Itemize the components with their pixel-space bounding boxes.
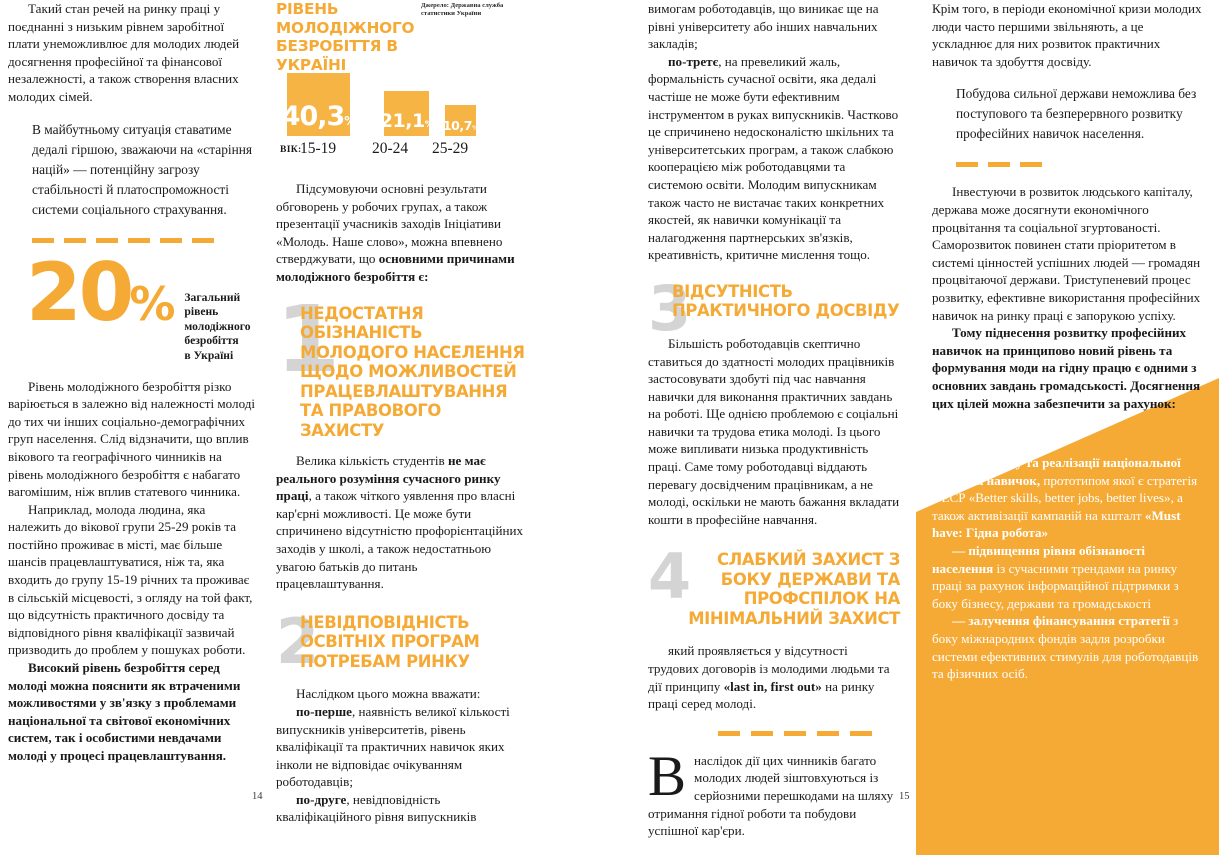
col2-p1-bold: не має реального розуміння сучасного ринку праці bbox=[276, 453, 501, 504]
dash-segment bbox=[1020, 162, 1042, 167]
dash-segment bbox=[192, 238, 214, 243]
col1-paragraph-1: Такий стан речей на ринку праці у поєднанні з низьким рівнем заробітної плати унеможливлює для молодих людей досягнення професійної та фінансової незалежності, а також створення власних молодих сімей. bbox=[8, 1, 240, 104]
chart-bars bbox=[280, 56, 510, 136]
column-1 bbox=[8, 0, 256, 765]
col4-paragraph-2: Інвестуючи в розвиток людського капіталу, держава може досягнути економічного процвітання та соціальної згуртованості. Саморозвиток повинен стати пріоритетом в системі цінностей успішних людей — громадян процвітаючої держави. Триступеневий процес розвитку, ефективне використання професійних навичок на ринку праці є запорукою успіху. bbox=[932, 184, 1201, 323]
chart-tick-label: 25-29 bbox=[432, 140, 469, 157]
col2-p4-bold: по-друге bbox=[296, 791, 347, 807]
column-4 bbox=[932, 0, 1204, 683]
col3-dropcap-text: наслідок дії цих чинників багато молодих людей зіштовхуються із серйозними перешкодами на шляху отримання гідної роботи та побудови успішної кар'єри. bbox=[648, 752, 894, 839]
section-heading-text: НЕВІДПОВІДНІСТЬ ОСВІТНІХ ПРОГРАМ ПОТРЕБАМ РИНКУ bbox=[300, 612, 480, 671]
chart-bar-label bbox=[443, 118, 478, 136]
col2-intro-paragraph bbox=[276, 180, 528, 286]
panel-bullet-3-text: з боку міжнародних фондів задля розробки системи ефективних стимулів для роботодавців та фізичних осіб. bbox=[932, 613, 1199, 682]
col1-pullquote: В майбутньому ситуація ставатиме дедалі гіршою, зважаючи на «старіння націй» — потенційну загрозу стабільності й платоспроможності системи соціального страхування. bbox=[32, 121, 253, 217]
section-heading-text: НЕДОСТАТНЯ ОБІЗНАНІСТЬ МОЛОДОГО НАСЕЛЕННЯ ЩОДО МОЖЛИВОСТЕЙ ПРАЦЕВЛАШТУВАННЯ ТА ПРАВОВОГО ЗАХИСТУ bbox=[300, 303, 525, 440]
col2-p4-rest: , невідповідність кваліфікаційного рівня випускників bbox=[276, 791, 477, 825]
panel-bullet-3 bbox=[932, 612, 1204, 682]
col2-p3-rest: , наявність великої кількості випускників університетів, рівень кваліфікації та практичних навичок яких інколи не відповідає очікуванням роботодавців; bbox=[276, 703, 510, 790]
section-heading-text: СЛАБКИЙ ЗАХИСТ З БОКУ ДЕРЖАВИ ТА ПРОФСПІЛОК НА МІНІМАЛЬНИЙ ЗАХИСТ bbox=[688, 550, 900, 628]
column-2 bbox=[276, 180, 528, 826]
col1-paragraph-3: Наприклад, молода людина, яка належить до вікової групи 25-29 років та постійно проживає в місті, має більше шансів працевлаштуватися, ніж та, яка входить до групу 15-19 річних та проживає в сільській місцевості, з огляду на той факт, що відсутність практичного досвіду та відповідного рівня кваліфікації зазвичай призводить до проблем у пошуках роботи. bbox=[8, 501, 253, 658]
chart-bar-unit: % bbox=[424, 120, 434, 130]
chart-youth-unemployment bbox=[276, 0, 541, 157]
dash-segment bbox=[96, 238, 118, 243]
column-3 bbox=[648, 0, 900, 840]
chart-bar bbox=[379, 91, 434, 136]
col2-paragraph-1 bbox=[276, 452, 528, 593]
col2-intro-bold: основними причинами молодіжного безробіття є: bbox=[276, 251, 515, 284]
col3-paragraph-3: Більшість роботодавців скептично ставиться до здатності молодих працівників застосовувати здобуті під час навчання навички для виконання практичних завдань на роботі. Ще однією проблемою є соціальні навички та трудова етика молоді. Із цього може випливати низька продуктивність праці. Саме тому роботодавці віддають перевагу досвідченим працівникам, а не молоді, оскільки не мають бажання вкладати кошти в професійне навчання. bbox=[648, 335, 900, 527]
col3-p4-quote: «last in, first out» bbox=[723, 678, 822, 694]
panel-bullet-3-bold: — залучення фінансування стратегії bbox=[952, 613, 1170, 629]
statistic-caption-line: Загальний рівень bbox=[184, 290, 241, 319]
dashed-divider-col3 bbox=[718, 731, 900, 736]
col1-paragraph-4: Високий рівень безробіття серед молоді можна пояснити як втраченими можливостями у зв'язку з проблемами національної та світової економічних систем, так і особистими невдачами молоді у процесі працевлаштування. bbox=[8, 660, 241, 763]
col4-paragraph-3: Тому піднесення розвитку професійних навичок на принципово новий рівень та формування моди на гідну працю є одними з основних завдань громадськості. Досягнення цих цілей можна забезпечити за рахунок: bbox=[932, 325, 1201, 411]
chart-title: РІВЕНЬ МОЛОДІЖНОГО БЕЗРОБІТТЯ В УКРАЇНІ bbox=[276, 0, 415, 74]
col3-p2-rest: , на превеликий жаль, формальність сучасної освіти, яка дедалі частіше не може бути ефективним інструментом в руках випускників. Частково це спричинено недосконалістю шкільних та університетських програм, а також слабкою кооперацією між роботодавцями та системою освіти. Молодим випускникам також часто не вистачає таких конкретних якостей, як навички комунікації та налагодження партнерських зв'язків, креативність, критичне мислення тощо. bbox=[648, 53, 899, 263]
chart-bar-label bbox=[282, 102, 356, 136]
col3-paragraph-4 bbox=[648, 642, 900, 712]
section-heading-text: ВІДСУТНІСТЬ ПРАКТИЧНОГО ДОСВІДУ bbox=[672, 281, 900, 321]
chart-plot-area bbox=[280, 56, 540, 161]
panel-bullet-1-bold: — розвитку та реалізації національної стратегії навичок, bbox=[932, 455, 1181, 488]
chart-bar-value: 40,3 bbox=[281, 101, 345, 132]
col1-paragraph-2: Рівень молодіжного безробіття різко варіюється в залежно від належності молоді до тих чи інших соціально-демографічних груп населення. Слід відзначити, що вплив вікового та географічного чинників на рівень молодіжного безробіття є набагато вагомішим, ніж вплив статевого чинника. bbox=[8, 378, 256, 500]
dash-segment bbox=[32, 238, 54, 243]
dash-segment bbox=[850, 731, 872, 736]
col3-p4-part-a: який проявляється у відсутності трудових договорів із молодими людьми та дії принципу bbox=[648, 643, 890, 694]
section-heading-4 bbox=[648, 540, 900, 628]
panel-bullet-1-text-a: прототипом якої є стратегія ОЕСР bbox=[932, 472, 1198, 506]
col4-paragraph-1: Крім того, в періоди економічної кризи молодих люди часто першими звільняють, а це ускладнює для них розвиток практичних навичок та здобуття досвіду. bbox=[932, 1, 1202, 69]
orange-panel-bullets bbox=[932, 454, 1204, 683]
statistic-value bbox=[26, 245, 173, 339]
dash-segment bbox=[956, 162, 978, 167]
page-number-left: 14 bbox=[252, 791, 263, 802]
col2-p3-bold: по-перше bbox=[296, 703, 352, 719]
dashed-divider-col4 bbox=[956, 162, 1204, 167]
dash-segment bbox=[160, 238, 182, 243]
col2-paragraph-2: Наслідком цього можна вважати: bbox=[296, 686, 481, 702]
statistic-caption-line: безробіття bbox=[184, 334, 239, 348]
col2-paragraph-4 bbox=[276, 791, 528, 826]
col3-p2-bold: по-третє bbox=[668, 53, 719, 69]
chart-source-credit: Джерело: Державна служба статистики України bbox=[421, 2, 504, 18]
panel-bullet-1-quote-oecd: «Better skills, better jobs, better lives» bbox=[968, 490, 1171, 506]
chart-bar bbox=[281, 73, 356, 136]
col2-p1-part-c: , а також чіткого уявлення про власні кар'єрні можливості. Це може бути спричинено відсутністю профорієнтаційних заходів у школі, а також недостатньою увагою батьків до питань працевлаштування. bbox=[276, 488, 524, 592]
chart-axis-label: ВІК: bbox=[280, 144, 302, 155]
section-heading-3 bbox=[648, 271, 900, 345]
col2-paragraph-3 bbox=[276, 703, 528, 791]
dash-segment bbox=[784, 731, 806, 736]
chart-bar-value: 10,7 bbox=[442, 118, 473, 133]
percent-sign: % bbox=[129, 276, 173, 331]
section-heading-1 bbox=[276, 285, 528, 441]
col2-p1-part-a: Велика кількість студентів bbox=[296, 453, 448, 469]
section-heading-2 bbox=[276, 604, 528, 678]
panel-bullet-2-text: із сучасними трендами на ринку праці за рахунок інформаційної підтримки з боку бізнесу, держави та громадськості bbox=[932, 560, 1179, 611]
statistic-caption-line: в Україні bbox=[184, 348, 234, 362]
dash-segment bbox=[128, 238, 150, 243]
dashed-divider-col1 bbox=[32, 238, 256, 243]
statistic-block-20-percent bbox=[26, 245, 256, 364]
chart-bar bbox=[442, 105, 479, 136]
dash-segment bbox=[718, 731, 740, 736]
statistic-number: 20 bbox=[26, 245, 132, 339]
dash-segment bbox=[64, 238, 86, 243]
page-number-right: 15 bbox=[899, 791, 910, 802]
dash-segment bbox=[817, 731, 839, 736]
col4-pullquote: Побудова сильної держави неможлива без поступового та безперервного розвитку професійних навичок населення. bbox=[956, 86, 1197, 142]
chart-x-axis bbox=[280, 140, 520, 162]
panel-bullet-1-quote-musthave: «Must have: Гідна робота» bbox=[932, 507, 1181, 541]
section-numeral: 4 bbox=[648, 540, 688, 614]
col3-paragraph-1: вимогам роботодавців, що виникає ще на рівні університету або інших навчальних закладів; bbox=[648, 1, 879, 52]
panel-bullet-1-text-b: , а також активізації кампаній на кшталт bbox=[932, 490, 1183, 523]
chart-bar-unit: % bbox=[472, 124, 479, 132]
chart-bar-unit: % bbox=[344, 114, 356, 128]
chart-tick-label: 15-19 bbox=[300, 140, 337, 157]
drop-cap: В bbox=[648, 744, 687, 808]
dash-segment bbox=[751, 731, 773, 736]
statistic-caption bbox=[184, 291, 256, 364]
chart-tick-label: 20-24 bbox=[372, 140, 409, 157]
col3-p4-part-c: на ринку праці серед молоді. bbox=[648, 678, 875, 712]
chart-bar-label bbox=[380, 110, 433, 136]
statistic-caption-line: молодіжного bbox=[184, 319, 251, 333]
panel-bullet-2-bold: — підвищення рівня обізнаності населення bbox=[932, 543, 1146, 576]
section-numeral: 1 bbox=[276, 285, 337, 393]
chart-bar-value: 21,1 bbox=[379, 110, 425, 132]
col3-dropcap-paragraph bbox=[648, 744, 900, 840]
dash-segment bbox=[988, 162, 1010, 167]
col2-intro-plain: Підсумовуючи основні результати обговорень у робочих групах, а також презентації учасників заходів Ініціативи «Молодь. Наше слово», можна впевнено стверджувати, що bbox=[276, 181, 503, 267]
panel-bullet-2 bbox=[932, 542, 1204, 612]
panel-bullet-1 bbox=[932, 454, 1204, 542]
col3-paragraph-2 bbox=[648, 53, 900, 264]
section-numeral: 2 bbox=[276, 604, 316, 678]
section-numeral: 3 bbox=[648, 271, 688, 345]
